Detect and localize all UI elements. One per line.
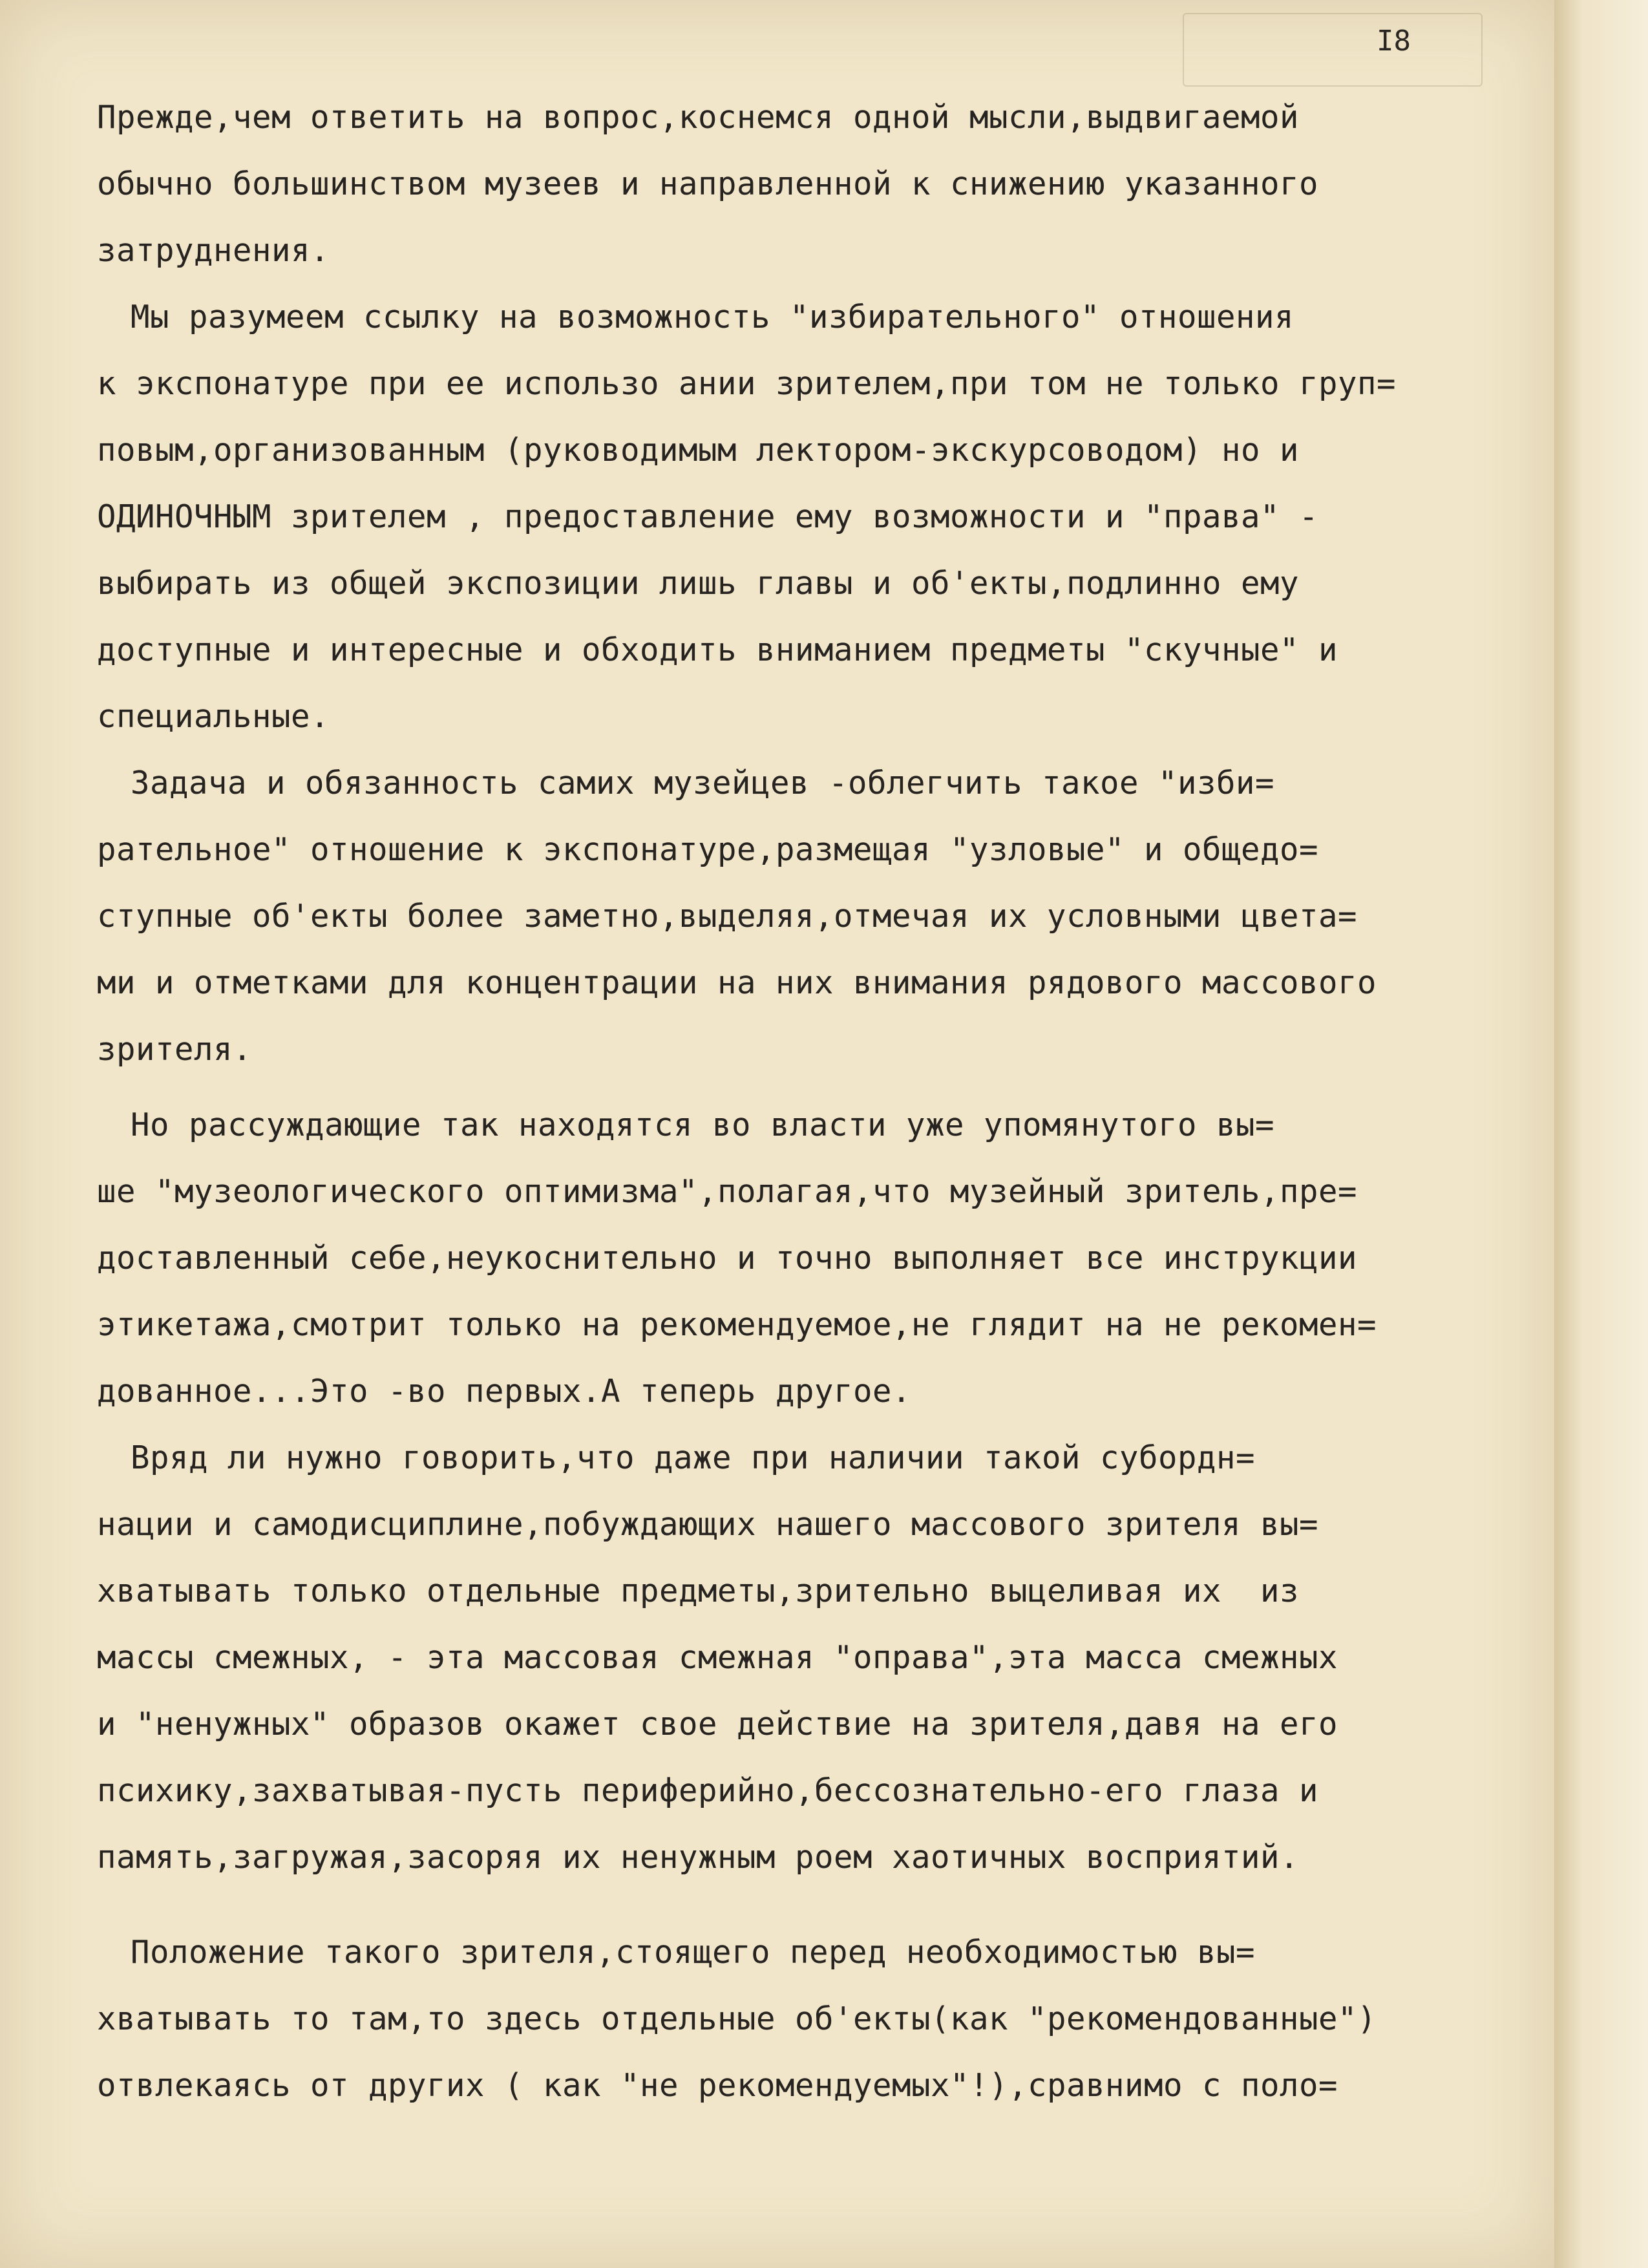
text-line: доставленный себе,неукоснительно и точно выполняет все инструкции bbox=[97, 1240, 1358, 1277]
text-line: выбирать из общей экспозиции лишь главы и об'екты,подлинно ему bbox=[97, 565, 1300, 602]
text-line: ми и отметками для концентрации на них внимания рядового массового bbox=[97, 964, 1377, 1001]
page-number: I8 bbox=[1377, 25, 1411, 58]
text-line: хватывать то там,то здесь отдельные об'екты(как "рекомендованные") bbox=[97, 2000, 1377, 2037]
text-line: Задача и обязанность самих музейцев -облегчить такое "изби= bbox=[131, 765, 1275, 801]
text-line: ступные об'екты более заметно,выделяя,отмечая их условными цвета= bbox=[97, 898, 1358, 935]
text-line: массы смежных, - эта массовая смежная "оправа",эта масса смежных bbox=[97, 1639, 1338, 1676]
faint-stamp bbox=[1183, 13, 1483, 87]
text-line: рательное" отношение к экспонатуре,размещая "узловые" и общедо= bbox=[97, 831, 1319, 868]
text-line: доступные и интересные и обходить вниманием предметы "скучные" и bbox=[97, 631, 1338, 668]
text-line: Прежде,чем ответить на вопрос,коснемся одной мысли,выдвигаемой bbox=[97, 99, 1300, 136]
text-line: зрителя. bbox=[97, 1031, 253, 1068]
text-line: психику,захватывая-пусть периферийно,бессознательно-его глаза и bbox=[97, 1772, 1319, 1809]
text-line: обычно большинством музеев и направленной к снижению указанного bbox=[97, 165, 1319, 202]
text-line: и "ненужных" образов окажет свое действие на зрителя,давя на его bbox=[97, 1706, 1338, 1743]
page-edge bbox=[1554, 0, 1648, 2268]
text-line: затруднения. bbox=[97, 232, 330, 269]
text-line: Но рассуждающие так находятся во власти уже упомянутого вы= bbox=[131, 1107, 1275, 1143]
text-line: Вряд ли нужно говорить,что даже при наличии такой субордн= bbox=[131, 1439, 1256, 1476]
text-line: Мы разумеем ссылку на возможность "избирательного" отношения bbox=[131, 299, 1294, 335]
text-line: специальные. bbox=[97, 698, 330, 735]
text-line: к экспонатуре при ее использо ании зрителем,при том не только груп= bbox=[97, 365, 1397, 402]
text-line: ше "музеологического оптимизма",полагая,что музейный зритель,пре= bbox=[97, 1173, 1358, 1210]
typewritten-text bbox=[97, 84, 1538, 2119]
text-line: хватывать только отдельные предметы,зрительно выцеливая их из bbox=[97, 1573, 1300, 1609]
text-line: Положение такого зрителя,стоящего перед необходимостью вы= bbox=[131, 1934, 1256, 1971]
text-line: дованное...Это -во первых.А теперь другое. bbox=[97, 1373, 912, 1410]
text-line: этикетажа,смотрит только на рекомендуемое,не глядит на не рекомен= bbox=[97, 1306, 1377, 1343]
text-line: нации и самодисциплине,побуждающих нашего массового зрителя вы= bbox=[97, 1506, 1319, 1543]
text-line: повым,организованным (руководимым лектором-экскурсоводом) но и bbox=[97, 432, 1300, 469]
text-line: отвлекаясь от других ( как "не рекомендуемых"!),сравнимо с поло= bbox=[97, 2067, 1338, 2104]
text-line: память,загружая,засоряя их ненужным роем хаотичных восприятий. bbox=[97, 1839, 1300, 1876]
text-line: ОДИНОЧНЫМ зрителем , предоставление ему возможности и "права" - bbox=[97, 498, 1319, 535]
